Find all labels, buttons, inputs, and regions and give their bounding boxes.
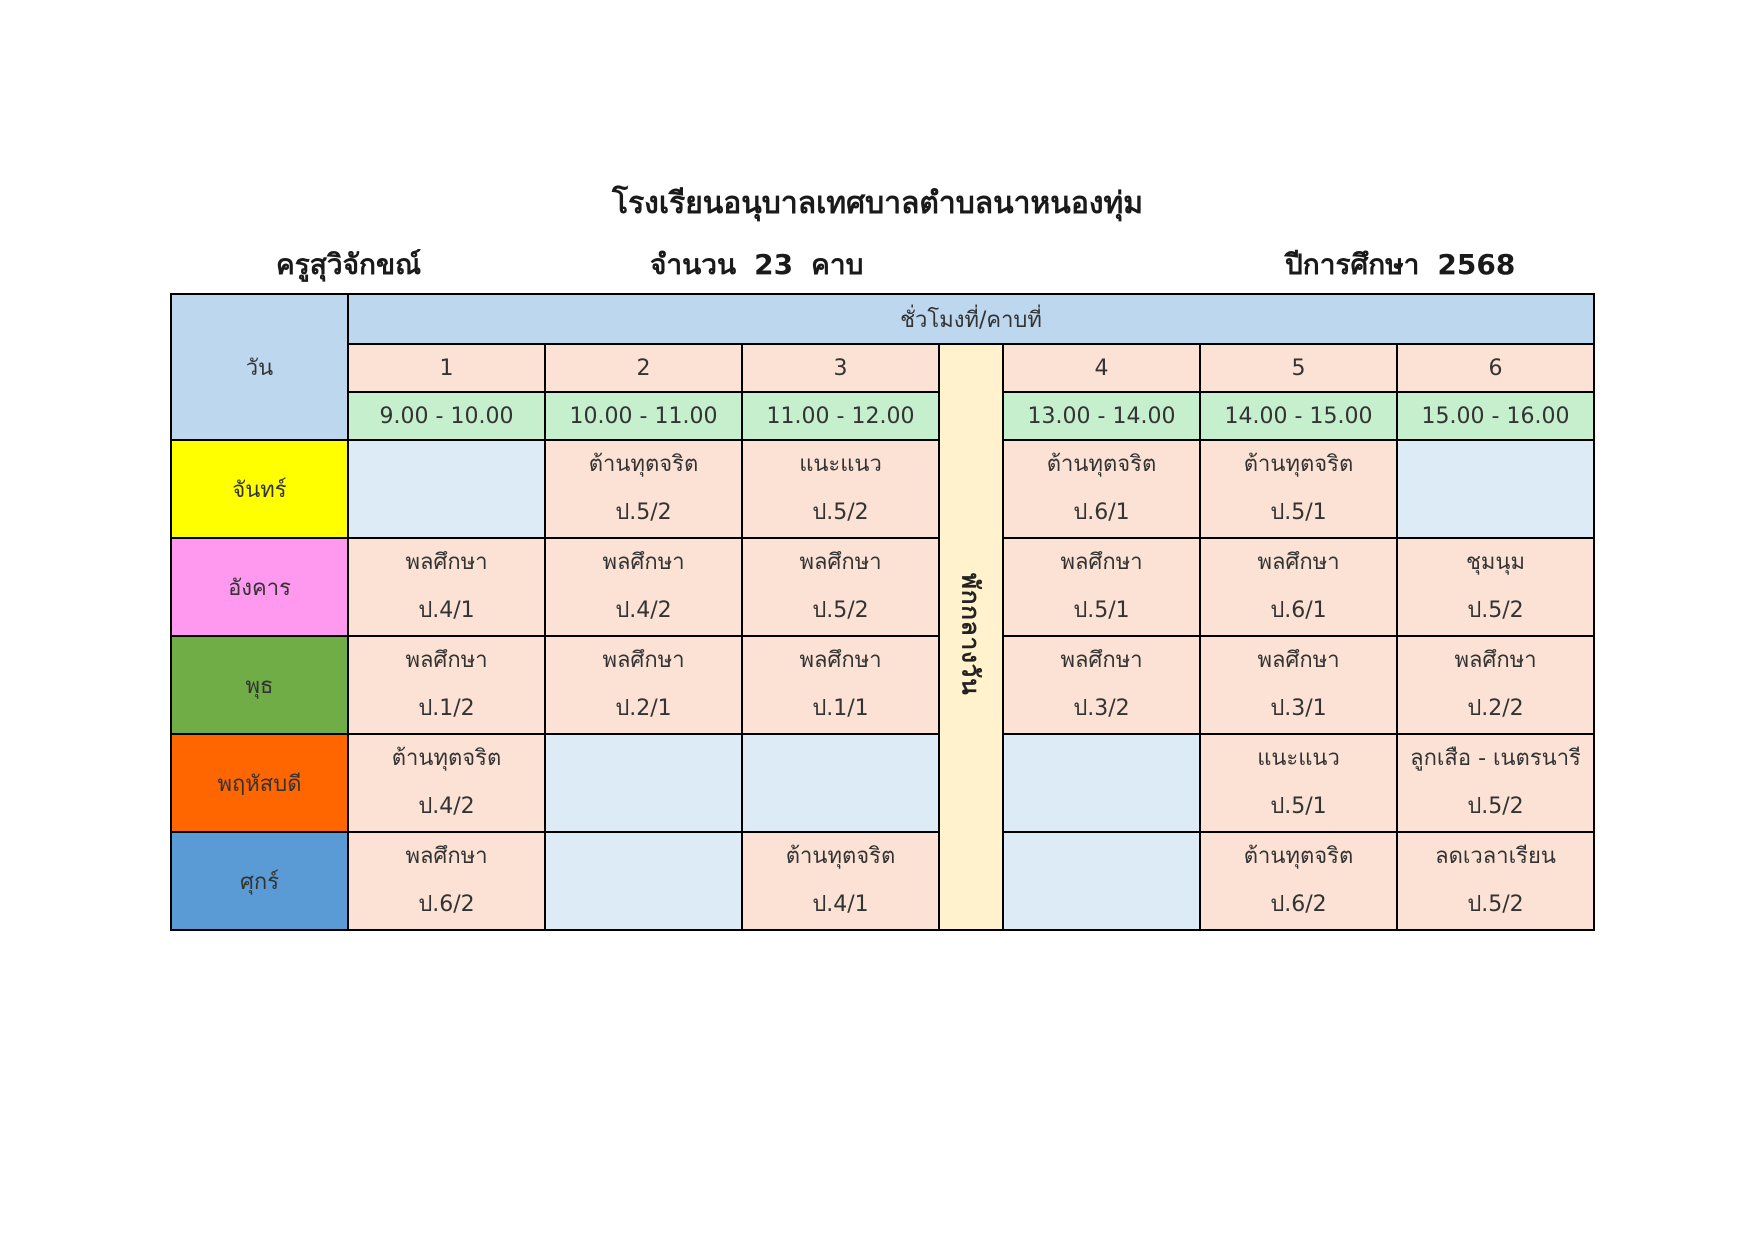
period-time: 11.00 - 12.00: [742, 392, 939, 440]
class-name: ป.5/2: [1467, 598, 1524, 623]
period-number: 3: [742, 344, 939, 392]
school-year-label: ปีการศึกษา: [1285, 248, 1420, 281]
empty-cell: [545, 734, 742, 832]
teacher-name: ครูสุวิจักขณ์: [276, 248, 422, 281]
period-number: 6: [1397, 344, 1594, 392]
subject-name: พลศึกษา: [799, 550, 882, 575]
class-name: ป.5/2: [812, 500, 869, 525]
class-name: ป.6/2: [1270, 892, 1327, 917]
class-name: ป.5/2: [1467, 794, 1524, 819]
day-label: จันทร์: [171, 440, 348, 538]
schedule-cell: [742, 636, 939, 734]
class-name: ป.5/2: [615, 500, 672, 525]
subject-name: ต้านทุตจริต: [785, 844, 896, 869]
empty-cell: [545, 832, 742, 930]
schedule-cell: [1200, 832, 1397, 930]
schedule-cell: [742, 440, 939, 538]
period-count-unit: คาบ: [811, 248, 864, 281]
day-label: พุธ: [171, 636, 348, 734]
period-time: 15.00 - 16.00: [1397, 392, 1594, 440]
school-title: โรงเรียนอนุบาลเทศบาลตำบลนาหนองทุ่ม: [611, 186, 1144, 221]
subject-name: แนะแนว: [1257, 746, 1340, 771]
subject-name: พลศึกษา: [1454, 648, 1537, 673]
period-number: 1: [348, 344, 545, 392]
class-name: ป.6/2: [418, 892, 475, 917]
school-year: [1285, 240, 1515, 290]
class-name: ป.5/2: [1467, 892, 1524, 917]
schedule-cell: [1200, 538, 1397, 636]
empty-cell: [1003, 832, 1200, 930]
schedule-table: [170, 293, 1595, 931]
class-name: ป.4/2: [615, 598, 672, 623]
schedule-cell: [545, 440, 742, 538]
schedule-cell: [1397, 636, 1594, 734]
empty-cell: [1397, 440, 1594, 538]
subject-name: ต้านทุตจริต: [588, 452, 699, 477]
day-header: วัน: [171, 294, 348, 440]
day-row: [171, 440, 1594, 538]
schedule-cell: [1200, 636, 1397, 734]
schedule-cell: [1200, 440, 1397, 538]
subject-name: พลศึกษา: [1257, 550, 1340, 575]
subject-name: ชุมนุม: [1466, 550, 1525, 575]
subject-name: พลศึกษา: [799, 648, 882, 673]
empty-cell: [348, 440, 545, 538]
schedule-cell: [348, 734, 545, 832]
class-name: ป.5/1: [1073, 598, 1130, 623]
school-year-value: 2568: [1437, 248, 1516, 281]
day-label: อังคาร: [171, 538, 348, 636]
subject-name: ต้านทุตจริต: [1046, 452, 1157, 477]
day-row: [171, 734, 1594, 832]
schedule-cell: [1397, 538, 1594, 636]
class-name: ป.3/2: [1073, 696, 1130, 721]
lunch-break: [939, 344, 1003, 930]
subject-name: ต้านทุตจริต: [391, 746, 502, 771]
subject-name: พลศึกษา: [405, 844, 488, 869]
schedule-cell: [1003, 636, 1200, 734]
schedule-cell: [348, 636, 545, 734]
lunch-break-label: พักกลางวัน: [956, 572, 985, 696]
schedule-cell: [545, 636, 742, 734]
period-time: 10.00 - 11.00: [545, 392, 742, 440]
period-time: 9.00 - 10.00: [348, 392, 545, 440]
class-name: ป.1/1: [812, 696, 869, 721]
class-name: ป.4/2: [418, 794, 475, 819]
period-time: 14.00 - 15.00: [1200, 392, 1397, 440]
subject-name: แนะแนว: [799, 452, 882, 477]
day-row: [171, 832, 1594, 930]
class-name: ป.4/1: [418, 598, 475, 623]
class-name: ป.5/2: [812, 598, 869, 623]
subject-name: พลศึกษา: [602, 648, 685, 673]
empty-cell: [742, 734, 939, 832]
subject-name: พลศึกษา: [602, 550, 685, 575]
subject-name: พลศึกษา: [1257, 648, 1340, 673]
subject-name: พลศึกษา: [1060, 550, 1143, 575]
day-row: [171, 636, 1594, 734]
subject-name: พลศึกษา: [405, 648, 488, 673]
subject-name: พลศึกษา: [405, 550, 488, 575]
class-name: ป.2/1: [615, 696, 672, 721]
class-name: ป.5/1: [1270, 500, 1327, 525]
class-name: ป.4/1: [812, 892, 869, 917]
subject-name: พลศึกษา: [1060, 648, 1143, 673]
day-label: ศุกร์: [171, 832, 348, 930]
schedule-cell: [1003, 440, 1200, 538]
schedule-cell: [1397, 734, 1594, 832]
period-count-value: 23: [754, 248, 794, 281]
schedule-cell: [1200, 734, 1397, 832]
schedule-cell: [742, 832, 939, 930]
subject-name: ลูกเสือ - เนตรนารี: [1410, 746, 1581, 771]
schedule-cell: [742, 538, 939, 636]
subject-name: ลดเวลาเรียน: [1435, 844, 1556, 869]
class-name: ป.3/1: [1270, 696, 1327, 721]
day-label: พฤหัสบดี: [171, 734, 348, 832]
class-name: ป.5/1: [1270, 794, 1327, 819]
period-number: 2: [545, 344, 742, 392]
period-count: [650, 240, 863, 290]
period-time: 13.00 - 14.00: [1003, 392, 1200, 440]
schedule-cell: [1003, 538, 1200, 636]
subject-name: ต้านทุตจริต: [1243, 844, 1354, 869]
class-name: ป.1/2: [418, 696, 475, 721]
class-name: ป.6/1: [1073, 500, 1130, 525]
period-number: 4: [1003, 344, 1200, 392]
empty-cell: [1003, 734, 1200, 832]
day-row: [171, 538, 1594, 636]
subject-name: ต้านทุตจริต: [1243, 452, 1354, 477]
schedule-cell: [348, 832, 545, 930]
schedule-cell: [545, 538, 742, 636]
period-number: 5: [1200, 344, 1397, 392]
class-name: ป.6/1: [1270, 598, 1327, 623]
schedule-cell: [348, 538, 545, 636]
schedule-cell: [1397, 832, 1594, 930]
class-name: ป.2/2: [1467, 696, 1524, 721]
period-count-label: จำนวน: [650, 248, 737, 281]
hours-header: ชั่วโมงที่/คาบที่: [348, 294, 1594, 344]
